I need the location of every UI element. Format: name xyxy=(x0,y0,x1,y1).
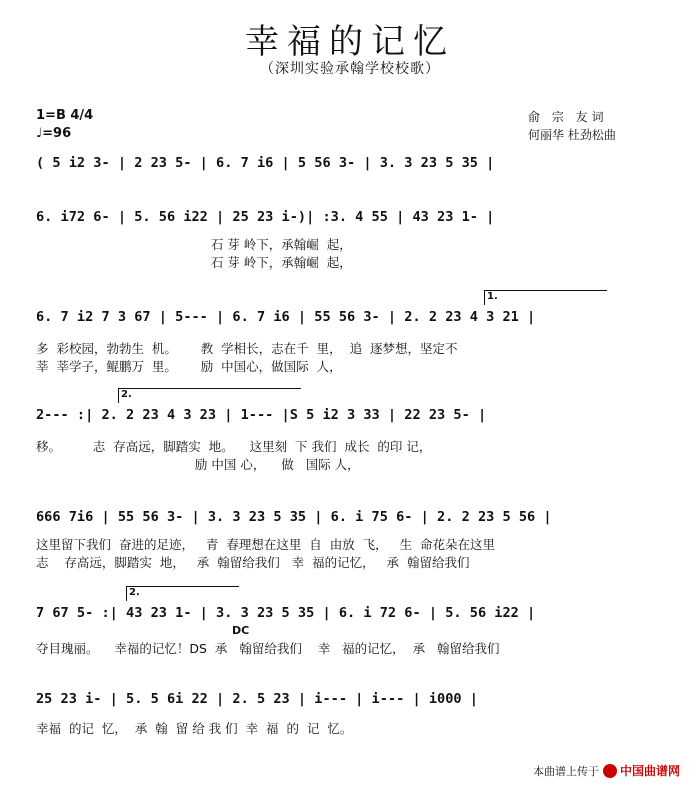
lyric-line-3b: 莘 莘学子，鲲鹏万 里。 励 中国心，做国际 人， xyxy=(36,359,342,374)
score-line-7: 25 23 i- | 5. 5 6i 22 | 2. 5 23 | i--- | i--- | i000 | xyxy=(36,691,478,707)
footer-text: 本曲谱上传于 xyxy=(532,764,599,778)
lyricist-credit: 俞 宗 友词 xyxy=(528,110,608,124)
score-line-3: 6. 7 i2 7 3 67 | 5--- | 6. 7 i6 | 55 56 3- | 2. 2 23 4 3 21 | xyxy=(36,309,536,325)
score-line-4: 2--- :| 2. 2 23 4 3 23 | 1--- |S 5 i2 3 33 | 22 23 5- | xyxy=(36,407,487,423)
dc-marking: DC xyxy=(232,624,250,637)
score-line-6: 7 67 5- :| 43 23 1- | 3. 3 23 5 35 | 6. i 72 6- | 5. 56 i22 | xyxy=(36,605,536,621)
footer-source xyxy=(533,762,680,779)
lyric-line-2a: 石 芽 岭下，承翰崛 起， xyxy=(36,237,352,252)
tempo-marking: ♩=96 xyxy=(36,126,72,141)
logo-icon xyxy=(603,764,617,778)
score-line-1: ( 5 i2 3- | 2 23 5- | 6. 7 i6 | 5 56 3- | 3. 3 23 5 35 | xyxy=(36,155,495,171)
song-subtitle: （深圳实验承翰学校校歌） xyxy=(260,61,440,77)
site-logo[interactable] xyxy=(603,762,680,779)
site-logo-text: 中国曲谱网 xyxy=(619,764,680,778)
lyric-line-4b: 励 中国 心， 做 国际 人， xyxy=(36,457,360,472)
volta-2a: 2. xyxy=(118,388,301,403)
lyric-line-2b: 石 芽 岭下，承翰崛 起， xyxy=(36,255,352,270)
key-signature: 1=B 4/4 xyxy=(36,108,94,123)
lyric-line-4a: 移。 志 存高远，脚踏实 地。 这里刻 下 我们 成长 的印 记， xyxy=(36,439,432,454)
score-line-5: 666 7i6 | 55 56 3- | 3. 3 23 5 35 | 6. i 75 6- | 2. 2 23 5 56 | xyxy=(36,509,552,525)
lyric-line-5a: 这里留下我们 奋进的足迹， 青 春理想在这里 自 由放 飞， 生 命花朵在这里 xyxy=(36,537,496,552)
score-line-2: 6. i72 6- | 5. 56 i22 | 25 23 i-)| :3. 4 55 | 43 23 1- | xyxy=(36,209,495,225)
volta-1: 1. xyxy=(484,290,607,305)
lyric-line-3a: 多 彩校园，勃勃生 机。 教 学相长，志在千 里， 追 逐梦想，坚定不 xyxy=(36,341,458,356)
volta-2b: 2. xyxy=(126,586,239,601)
song-title: 幸福的记忆 xyxy=(245,22,455,62)
lyric-line-5b: 志 存高远，脚踏实 地， 承 翰留给我们 幸 福的记忆， 承 翰留给我们 xyxy=(36,555,470,570)
lyric-line-7a: 幸福 的记 忆， 承 翰 留 给 我 们 幸 福 的 记 忆。 xyxy=(36,721,353,736)
composer-credit: 何丽华 杜劲松曲 xyxy=(528,128,616,142)
lyric-line-6a: 夺目瑰丽。 幸福的记忆！DS 承 翰留给我们 幸 福的记忆， 承 翰留给我们 xyxy=(36,641,500,656)
